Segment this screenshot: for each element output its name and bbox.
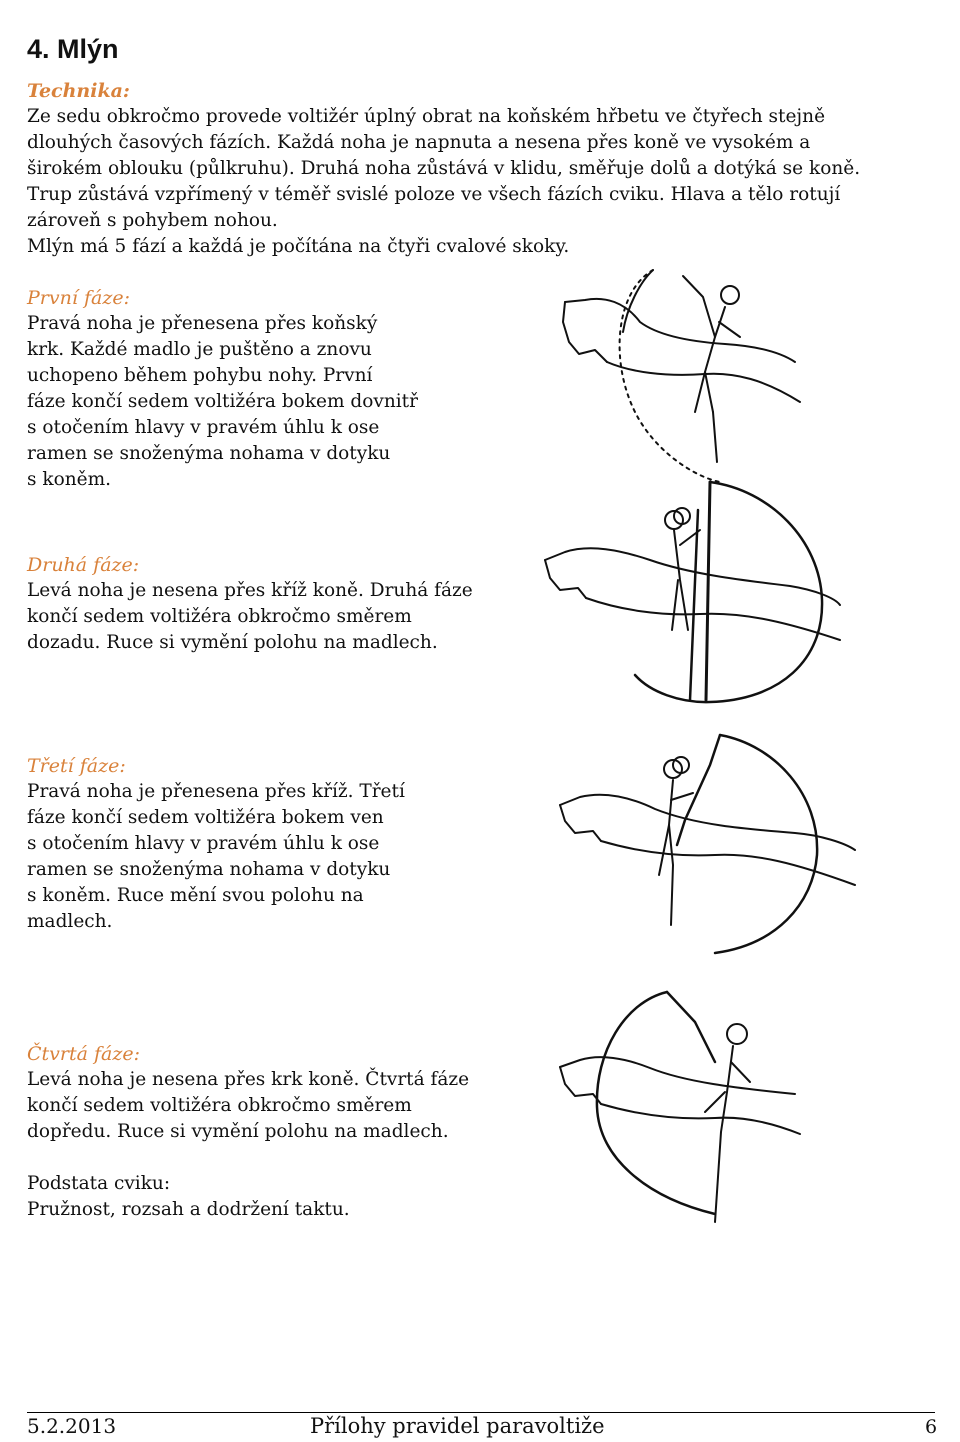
essence-heading: Podstata cviku: bbox=[27, 1173, 171, 1194]
phase-line: končí sedem voltižéra obkročmo směrem bbox=[27, 1095, 412, 1116]
phase-line: dopředu. Ruce si vymění polohu na madlech. bbox=[27, 1121, 449, 1142]
phase-4-illustration bbox=[555, 982, 805, 1227]
technique-text bbox=[27, 104, 887, 260]
phase-3 bbox=[27, 755, 507, 935]
phase-line: uchopeno během pohybu nohy. První bbox=[27, 365, 373, 386]
technique-heading: Technika: bbox=[27, 80, 130, 102]
phase-3-heading: Třetí fáze: bbox=[27, 755, 126, 777]
phase-1-illustration bbox=[555, 262, 805, 492]
phase-line: fáze končí sedem voltižéra bokem ven bbox=[27, 807, 384, 828]
footer-divider bbox=[27, 1412, 935, 1413]
phase-line: Levá noha je nesena přes krk koně. Čtvrtá fáze bbox=[27, 1069, 470, 1090]
phase-line: s otočením hlavy v pravém úhlu k ose bbox=[27, 833, 380, 854]
essence-section bbox=[27, 1171, 507, 1223]
technique-section bbox=[27, 80, 887, 260]
footer-date: 5.2.2013 bbox=[27, 1414, 117, 1438]
phase-1-text bbox=[27, 311, 507, 493]
phase-2-text bbox=[27, 578, 507, 656]
phase-line: s koněm. Ruce mění svou polohu na bbox=[27, 885, 364, 906]
phase-line: dozadu. Ruce si vymění polohu na madlech. bbox=[27, 632, 438, 653]
page-number: 6 bbox=[925, 1416, 938, 1438]
phase-line: končí sedem voltižéra obkročmo směrem bbox=[27, 606, 412, 627]
phase-2-heading: Druhá fáze: bbox=[27, 554, 140, 576]
phase-line: fáze končí sedem voltižéra bokem dovnitř bbox=[27, 391, 418, 412]
phase-1-heading: První fáze: bbox=[27, 287, 130, 309]
phase-line: ramen se snoženýma nohama v dotyku bbox=[27, 443, 391, 464]
phase-line: s koněm. bbox=[27, 469, 112, 490]
technique-line: Trup zůstává vzpřímený v téměř svislé poloze ve všech fázích cviku. Hlava a tělo rotují bbox=[27, 184, 841, 205]
phase-line: Pravá noha je přenesena přes kříž. Třetí bbox=[27, 781, 405, 802]
phase-line: ramen se snoženýma nohama v dotyku bbox=[27, 859, 391, 880]
phase-line: krk. Každé madlo je puštěno a znovu bbox=[27, 339, 372, 360]
technique-line: Ze sedu obkročmo provede voltižér úplný obrat na koňském hřbetu ve čtyřech stejně bbox=[27, 106, 826, 127]
technique-line: širokém oblouku (půlkruhu). Druhá noha zůstává v klidu, směřuje dolů a dotýká se koně. bbox=[27, 158, 861, 179]
footer-title: Přílohy pravidel paravoltiže bbox=[310, 1414, 605, 1438]
phase-line: madlech. bbox=[27, 911, 113, 932]
page-title: 4. Mlýn bbox=[27, 34, 119, 64]
phase-2-illustration bbox=[540, 470, 845, 720]
phase-line: Levá noha je nesena přes kříž koně. Druhá fáze bbox=[27, 580, 473, 601]
essence-body: Pružnost, rozsah a dodržení taktu. bbox=[27, 1199, 350, 1220]
phase-3-text bbox=[27, 779, 507, 935]
phase-4-text bbox=[27, 1067, 507, 1145]
phase-4-heading: Čtvrtá fáze: bbox=[27, 1043, 141, 1065]
phase-4 bbox=[27, 1043, 507, 1145]
phase-line: Pravá noha je přenesena přes koňský bbox=[27, 313, 378, 334]
phase-2 bbox=[27, 554, 507, 656]
phase-3-illustration bbox=[555, 725, 860, 965]
technique-line: dlouhých časových fázích. Každá noha je napnuta a nesena přes koně ve vysokém a bbox=[27, 132, 811, 153]
technique-line: zároveň s pohybem nohou. bbox=[27, 210, 278, 231]
technique-line: Mlýn má 5 fází a každá je počítána na čtyři cvalové skoky. bbox=[27, 236, 570, 257]
phase-line: s otočením hlavy v pravém úhlu k ose bbox=[27, 417, 380, 438]
phase-1 bbox=[27, 287, 507, 493]
essence-text bbox=[27, 1171, 507, 1223]
